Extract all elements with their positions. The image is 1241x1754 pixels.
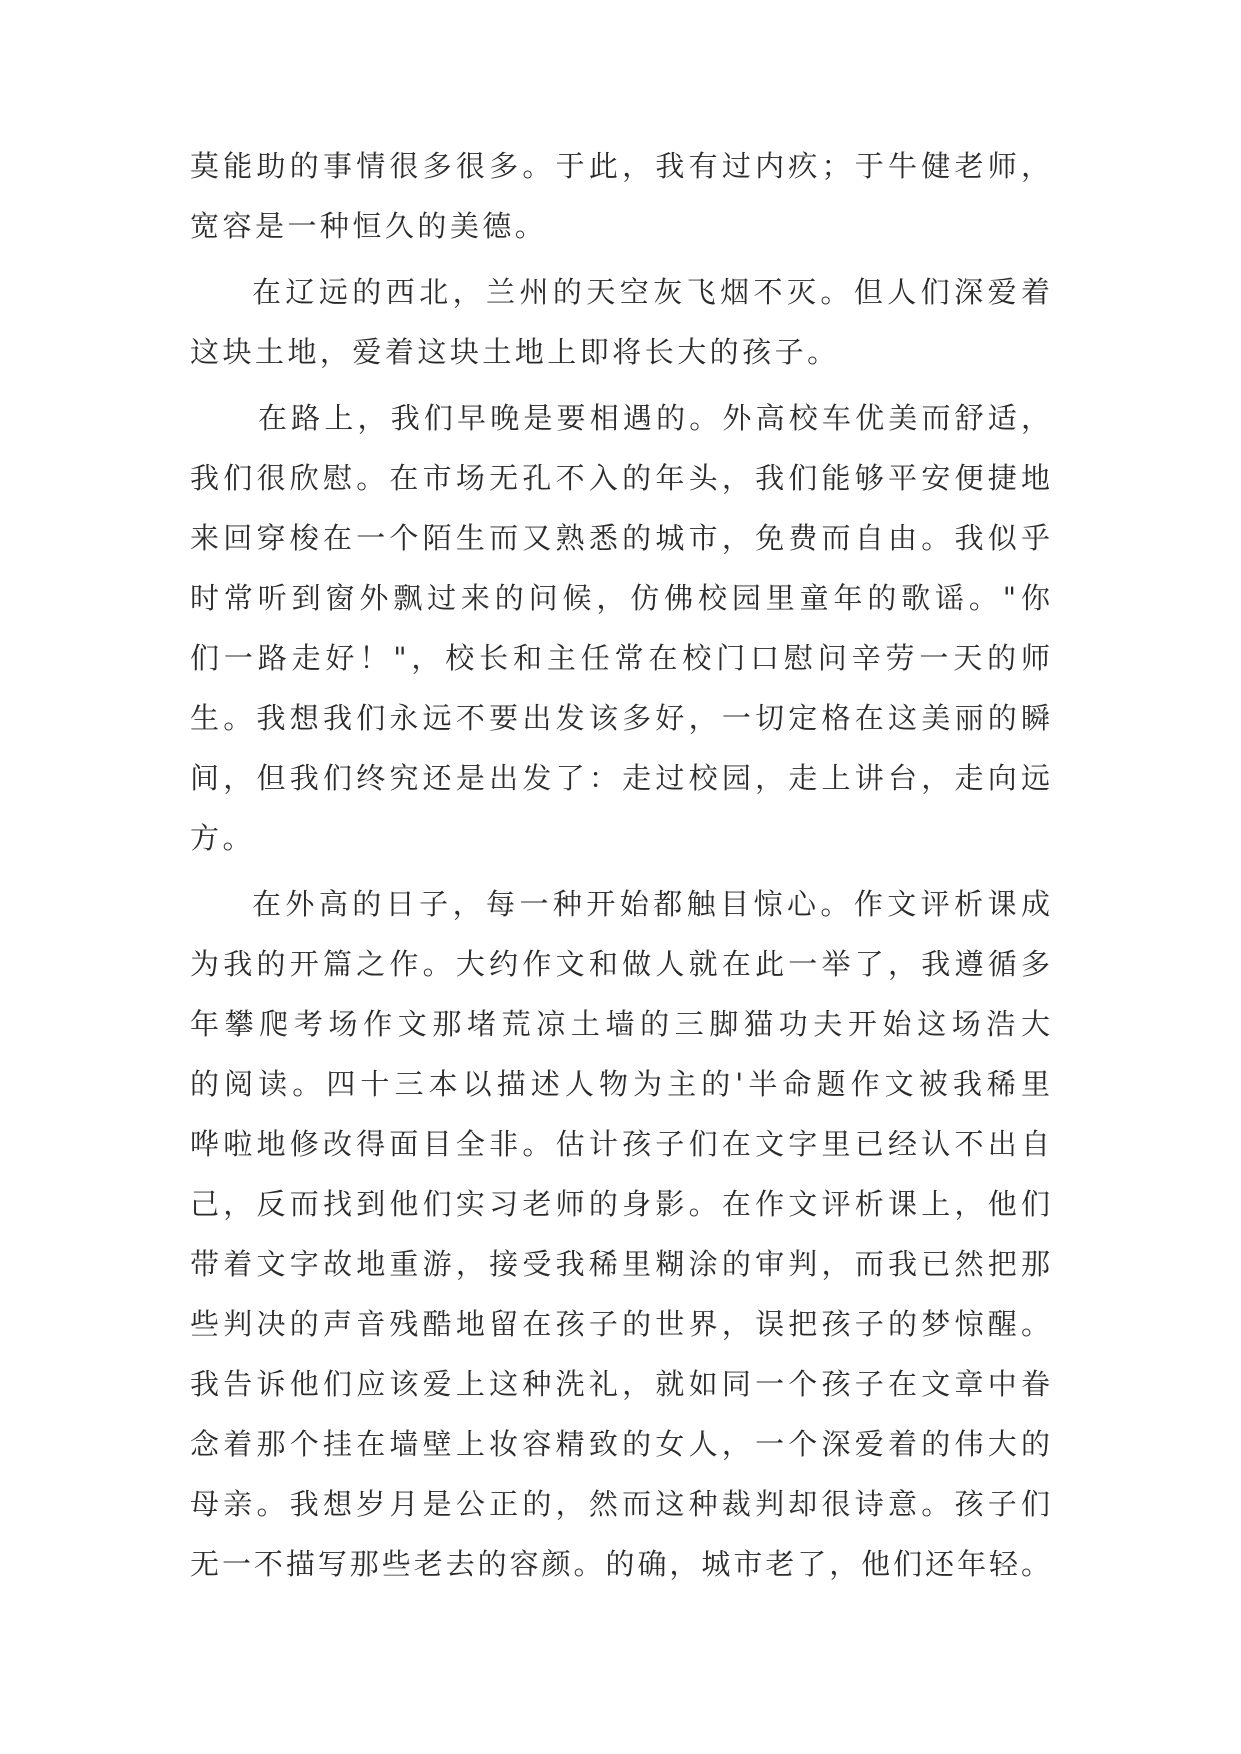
text-line: 的阅读。四十三本以描述人物为主的'半命题作文被我稀里 [190,1067,1050,1101]
text-line: 方。 [190,821,255,855]
text-line: 年攀爬考场作文那堵荒凉土墙的三脚猫功夫开始这场浩大 [190,1007,1050,1041]
text-line: 宽容是一种恒久的美德。 [190,209,548,243]
paragraph [190,148,1050,244]
document-body [190,148,1050,1582]
text-line: 在辽远的西北，兰州的天空灰飞烟不灭。但人们深爱着 [252,275,1050,309]
text-line: 母亲。我想岁月是公正的，然而这种裁判却很诗意。孩子们 [190,1487,1050,1521]
text-line: 们一路走好！"，校长和主任常在校门口慰问辛劳一天的师 [190,641,1050,675]
text-line: 带着文字故地重游，接受我稀里糊涂的审判，而我已然把那 [190,1247,1050,1281]
text-line: 来回穿梭在一个陌生而又熟悉的城市，免费而自由。我似乎 [190,521,1050,555]
paragraph [190,400,1050,856]
text-line: 己，反而找到他们实习老师的身影。在作文评析课上，他们 [190,1187,1050,1221]
text-line: 哗啦地修改得面目全非。估计孩子们在文字里已经认不出自 [190,1127,1050,1161]
text-line: 些判决的声音残酷地留在孩子的世界，误把孩子的梦惊醒。 [190,1307,1050,1341]
text-line: 无一不描写那些老去的容颜。的确，城市老了，他们还年轻。 [190,1547,1050,1581]
paragraph [190,274,1050,370]
text-line: 我告诉他们应该爱上这种洗礼，就如同一个孩子在文章中眷 [190,1367,1050,1401]
text-line: 时常听到窗外飘过来的问候，仿佛校园里童年的歌谣。"你 [190,581,1050,615]
text-line: 莫能助的事情很多很多。于此，我有过内疚；于牛健老师， [190,149,1050,183]
text-line: 念着那个挂在墙壁上妆容精致的女人，一个深爱着的伟大的 [190,1427,1050,1461]
text-line: 生。我想我们永远不要出发该多好，一切定格在这美丽的瞬 [190,701,1050,735]
paragraph [190,886,1050,1582]
text-line: 我们很欣慰。在市场无孔不入的年头，我们能够平安便捷地 [190,461,1050,495]
text-line: 在路上，我们早晚是要相遇的。外高校车优美而舒适， [258,401,1050,435]
text-line: 为我的开篇之作。大约作文和做人就在此一举了，我遵循多 [190,947,1050,981]
text-line: 在外高的日子，每一种开始都触目惊心。作文评析课成 [252,887,1050,921]
text-line: 这块土地，爱着这块土地上即将长大的孩子。 [190,335,840,369]
text-line: 间，但我们终究还是出发了：走过校园，走上讲台，走向远 [190,761,1050,795]
